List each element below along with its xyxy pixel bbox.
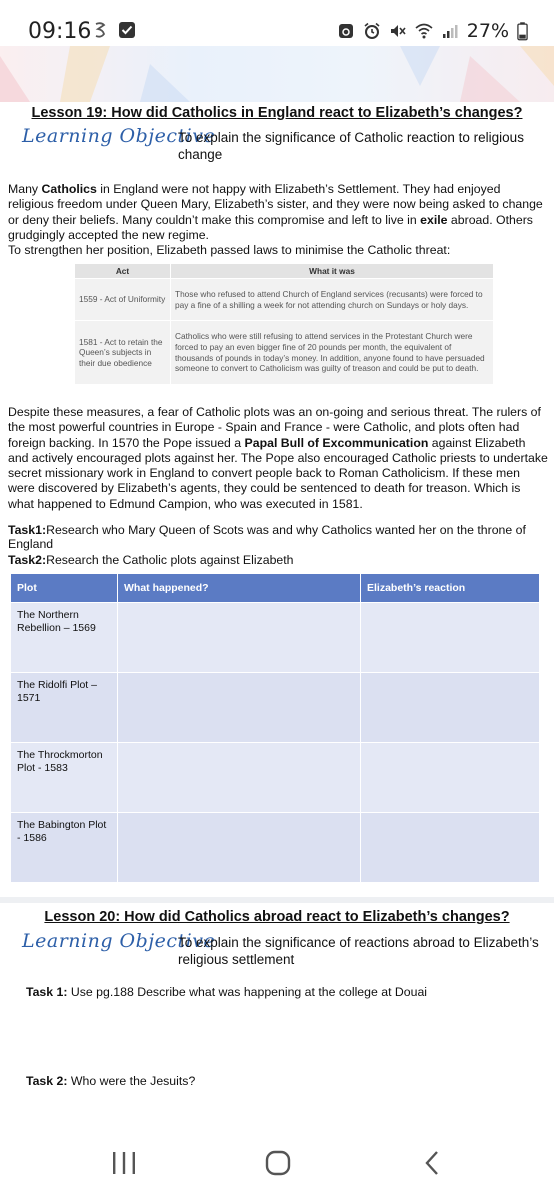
learning-objective-label: Learning Objective bbox=[22, 125, 216, 147]
lesson-20-title: Lesson 20: How did Catholics abroad react to Elizabeth’s changes? bbox=[44, 909, 510, 925]
status-right-icons bbox=[337, 20, 528, 42]
battery-percent: 27% bbox=[466, 20, 509, 42]
home-icon[interactable] bbox=[264, 1149, 292, 1177]
reaction-cell bbox=[361, 813, 540, 883]
page-divider bbox=[0, 897, 554, 903]
table-row bbox=[75, 279, 494, 321]
alarm-icon bbox=[363, 22, 381, 40]
plot-name: The Throckmorton Plot - 1583 bbox=[11, 743, 118, 813]
act-description: Catholics who were still refusing to attend services in the Protestant Church were forced to pay an even bigger fine of 20 pounds per month, the equivalent of thousands of pounds in today’s money. In addition, anyone found to have persuaded someone to convert to Catholicism was guilty of treason and could be put to death. bbox=[171, 321, 494, 385]
lock-app-icon bbox=[337, 22, 355, 40]
plots-table bbox=[10, 573, 540, 883]
lesson-20-task-2 bbox=[26, 1074, 195, 1088]
task-1-label: Task1: bbox=[8, 523, 47, 537]
reaction-cell bbox=[361, 743, 540, 813]
back-icon[interactable] bbox=[422, 1149, 442, 1177]
plot-name: The Babington Plot - 1586 bbox=[11, 813, 118, 883]
what-happened-cell bbox=[118, 743, 361, 813]
what-happened-header: What happened? bbox=[118, 574, 361, 603]
table-row bbox=[11, 743, 540, 813]
what-happened-cell bbox=[118, 813, 361, 883]
intro-bold-exile: exile bbox=[420, 212, 448, 227]
intro-text-2: in England were not happy with Elizabeth’s Settlement. They had enjoyed religious freedom under Queen Mary, Elizabeth’s sister, and they were now being asked to change or deny their beliefs. Many couldn’t make this compromise and left to live in bbox=[8, 182, 543, 227]
plot-header: Plot bbox=[11, 574, 118, 603]
plots-text-1: Despite these measures, a fear of Catholic plots was an on-going and serious threat. The rulers of the most powerful countries in Europe - Spain and France - were Catholic, and plots often had foreign backing. In 1570 the Pope issued a bbox=[8, 405, 541, 450]
task-1-text: Research who Mary Queen of Scots was and why Catholics wanted her on the throne of England bbox=[8, 523, 526, 551]
lesson-19-title: Lesson 19: How did Catholics in England react to Elizabeth’s changes? bbox=[31, 105, 523, 121]
intro-paragraph bbox=[8, 182, 548, 243]
recent-apps-icon[interactable] bbox=[110, 1150, 138, 1176]
act-header: Act bbox=[75, 264, 171, 279]
task-2-text: Who were the Jesuits? bbox=[70, 1074, 196, 1088]
battery-icon bbox=[517, 21, 528, 41]
plots-text-2: against Elizabeth and actively encouraged plots against her. The Pope also encouraged Catholic priests to undertake secret missionary work in England to convert people back to Roman Catholicism. If these men were discovered by Elizabeth’s agents, they could be sentenced to death for treason. Which is what happened to Edmund Campion, who was executed in 1581. bbox=[8, 435, 548, 511]
what-it-was-header: What it was bbox=[171, 264, 494, 279]
task-2-text: Research the Catholic plots against Elizabeth bbox=[46, 553, 294, 567]
reaction-cell bbox=[361, 673, 540, 743]
plot-name: The Northern Rebellion – 1569 bbox=[11, 603, 118, 673]
laws-intro: To strengthen her position, Elizabeth passed laws to minimise the Catholic threat: bbox=[8, 243, 451, 257]
check-notification-icon bbox=[118, 21, 136, 39]
intro-bold-catholics: Catholics bbox=[41, 182, 97, 196]
reaction-cell bbox=[361, 603, 540, 673]
plots-bold-papal-bull: Papal Bull of Excommunication bbox=[244, 435, 429, 450]
act-table bbox=[74, 263, 494, 385]
elizabeths-reaction-header: Elizabeth’s reaction bbox=[361, 574, 540, 603]
lesson-19-task-1 bbox=[8, 523, 554, 551]
what-happened-cell bbox=[118, 673, 361, 743]
status-left-icons bbox=[92, 21, 136, 39]
banner-decoration bbox=[0, 46, 554, 102]
table-row bbox=[75, 321, 494, 385]
task-1-label: Task 1: bbox=[26, 985, 68, 999]
table-row bbox=[11, 673, 540, 743]
lesson-19-task-2 bbox=[8, 553, 294, 567]
status-time: 09:16 bbox=[28, 19, 92, 44]
task-1-text: Use pg.188 Describe what was happening at the college at Douai bbox=[70, 985, 428, 999]
three-network-icon bbox=[92, 21, 110, 39]
mute-icon bbox=[389, 22, 407, 40]
task-2-label: Task2: bbox=[8, 553, 47, 567]
lesson-20-task-1 bbox=[26, 985, 427, 999]
intro-text-3: abroad. Others grudgingly accepted the new regime. bbox=[8, 212, 533, 242]
navigation-bar bbox=[0, 1125, 554, 1200]
signal-icon bbox=[441, 22, 459, 40]
act-description: Those who refused to attend Church of England services (recusants) were forced to pay a fine of a shilling a week for not attending church on Sundays or holy days. bbox=[171, 279, 494, 321]
act-name: 1559 - Act of Uniformity bbox=[75, 279, 171, 321]
learning-objective-text: To explain the significance of reactions abroad to Elizabeth’s religious settlement bbox=[178, 935, 539, 967]
plot-name: The Ridolfi Plot – 1571 bbox=[11, 673, 118, 743]
learning-objective-label: Learning Objective bbox=[22, 930, 216, 952]
task-2-label: Task 2: bbox=[26, 1074, 68, 1088]
wifi-icon bbox=[415, 22, 433, 40]
document-banner bbox=[0, 46, 554, 102]
act-name: 1581 - Act to retain the Queen’s subjects in their due obedience bbox=[75, 321, 171, 385]
plots-paragraph bbox=[8, 405, 548, 512]
table-row bbox=[11, 813, 540, 883]
table-row bbox=[11, 603, 540, 673]
what-happened-cell bbox=[118, 603, 361, 673]
learning-objective-text: To explain the significance of Catholic reaction to religious change bbox=[178, 130, 524, 162]
intro-text-1: Many bbox=[8, 182, 42, 196]
